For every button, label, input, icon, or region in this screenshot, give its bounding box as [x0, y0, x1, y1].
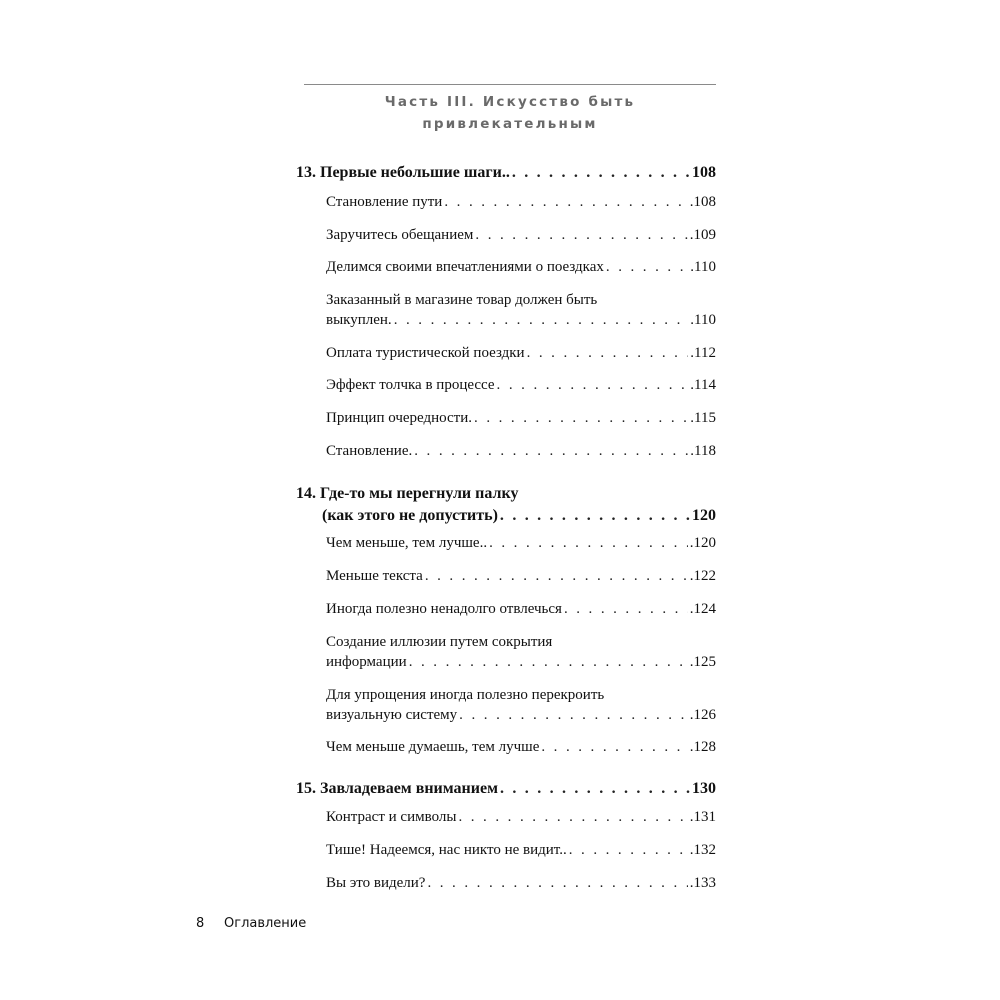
- section-page: .112: [690, 345, 716, 361]
- section-page: .132: [689, 842, 716, 858]
- section-page: .131: [689, 809, 716, 825]
- chapter-title: 13. Первые небольшие шаги..: [296, 164, 510, 181]
- page-number: 8: [196, 916, 205, 931]
- dot-leader: [489, 534, 688, 553]
- section-page: .120: [689, 535, 716, 551]
- dot-leader: [500, 779, 690, 798]
- toc-section[interactable]: [326, 653, 716, 672]
- part-title: [304, 91, 716, 135]
- section-title-line1[interactable]: Для упрощения иногда полезно перекроить: [326, 687, 605, 703]
- section-title-line1[interactable]: Заказанный в магазине товар должен быть: [326, 292, 598, 308]
- section-title: визуальную систему: [326, 707, 458, 723]
- toc-section[interactable]: [326, 874, 716, 893]
- dot-leader: [564, 600, 688, 619]
- running-title: Оглавление: [224, 916, 307, 931]
- dot-leader: [444, 193, 687, 212]
- toc-section[interactable]: [326, 193, 716, 212]
- toc-section[interactable]: [326, 738, 716, 757]
- section-page: .128: [689, 739, 716, 755]
- toc-section[interactable]: [326, 534, 716, 553]
- section-title: Делимся своими впечатлениями о поездках: [326, 259, 604, 275]
- section-page: .118: [690, 443, 716, 459]
- dot-leader: [512, 163, 690, 182]
- dot-leader: [475, 226, 687, 245]
- section-page: .110: [690, 312, 716, 328]
- section-title: Контраст и символы: [326, 809, 457, 825]
- section-title: информации: [326, 654, 407, 670]
- chapter-title: 15. Завладеваем вниманием: [296, 780, 498, 797]
- section-page: .125: [689, 654, 716, 670]
- section-title: Заручитесь обещанием: [326, 227, 474, 243]
- section-title-line1[interactable]: Создание иллюзии путем сокрытия: [326, 634, 553, 650]
- toc-chapter-15[interactable]: [296, 779, 716, 798]
- chapter-title: (как этого не допустить): [322, 507, 498, 524]
- dot-leader: [527, 344, 689, 363]
- part-title-line1: Часть III. Искусство быть: [384, 94, 636, 110]
- section-title: Меньше текста: [326, 568, 423, 584]
- section-page: .133: [689, 875, 716, 891]
- section-title: Иногда полезно ненадолго отвлечься: [326, 601, 562, 617]
- dot-leader: [474, 409, 688, 428]
- toc-chapter-13[interactable]: [296, 163, 716, 182]
- dot-leader: [541, 738, 687, 757]
- toc-section[interactable]: [326, 706, 716, 725]
- section-page: .108: [689, 194, 716, 210]
- toc-chapter-14[interactable]: [322, 506, 716, 525]
- dot-leader: [427, 874, 687, 893]
- toc-section[interactable]: [326, 442, 716, 461]
- page-footer: [196, 916, 306, 931]
- part-title-line2: привлекательным: [422, 116, 598, 132]
- section-title: Оплата туристической поездки: [326, 345, 525, 361]
- toc-section[interactable]: [326, 841, 716, 860]
- toc-section[interactable]: [326, 311, 716, 330]
- dot-leader: [569, 841, 688, 860]
- section-page: .122: [689, 568, 716, 584]
- toc-section[interactable]: [326, 409, 716, 428]
- header-rule: [304, 84, 716, 85]
- dot-leader: [497, 376, 689, 395]
- section-title: Принцип очередности.: [326, 410, 473, 426]
- section-page: .124: [689, 601, 716, 617]
- dot-leader: [458, 808, 687, 827]
- chapter-title-line1[interactable]: 14. Где-то мы перегнули палку: [296, 485, 519, 502]
- toc-section[interactable]: [326, 600, 716, 619]
- section-title: Чем меньше, тем лучше..: [326, 535, 488, 551]
- section-page: .114: [690, 377, 716, 393]
- dot-leader: [394, 311, 689, 330]
- section-title: Вы это видели?: [326, 875, 426, 891]
- dot-leader: [500, 506, 690, 525]
- dot-leader: [414, 442, 688, 461]
- section-title: Становление.: [326, 443, 413, 459]
- chapter-page: 120: [692, 507, 716, 524]
- dot-leader: [425, 567, 688, 586]
- section-page: .115: [690, 410, 716, 426]
- section-page: .126: [689, 707, 716, 723]
- toc-section[interactable]: [326, 376, 716, 395]
- toc-section[interactable]: [326, 226, 716, 245]
- chapter-page: 108: [692, 164, 716, 181]
- section-page: .110: [690, 259, 716, 275]
- toc-section[interactable]: [326, 258, 716, 277]
- section-page: .109: [689, 227, 716, 243]
- dot-leader: [606, 258, 688, 277]
- section-title: выкуплен.: [326, 312, 392, 328]
- section-title: Тише! Надеемся, нас никто не видит..: [326, 842, 567, 858]
- section-title: Становление пути: [326, 194, 443, 210]
- toc-section[interactable]: [326, 567, 716, 586]
- dot-leader: [409, 653, 688, 672]
- toc-section[interactable]: [326, 808, 716, 827]
- chapter-page: 130: [692, 780, 716, 797]
- section-title: Эффект толчка в процессе: [326, 377, 495, 393]
- toc-section[interactable]: [326, 344, 716, 363]
- section-title: Чем меньше думаешь, тем лучше: [326, 739, 540, 755]
- dot-leader: [459, 706, 688, 725]
